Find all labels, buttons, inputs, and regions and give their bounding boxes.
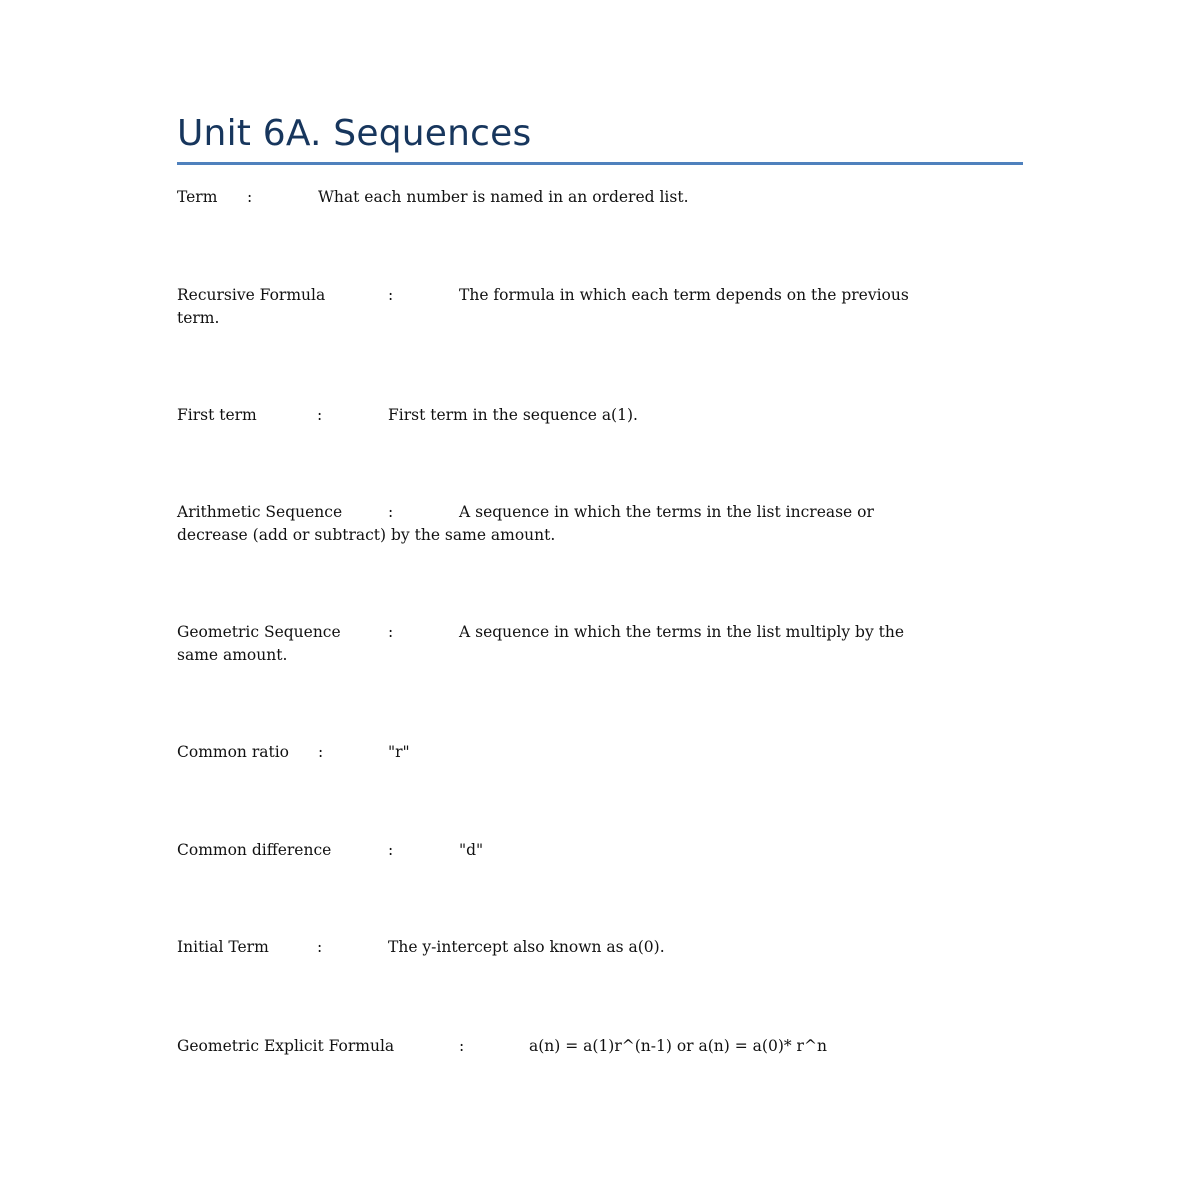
definition-entry-recursive-formula <box>177 284 997 330</box>
entry-definition: "d" <box>459 841 484 859</box>
entry-colon: : <box>318 743 324 761</box>
definition-entry-initial-term <box>177 936 997 959</box>
entry-term: First term <box>177 406 257 424</box>
entry-term: Common ratio <box>177 743 289 761</box>
entry-definition: A sequence in which the terms in the list increase or <box>459 503 874 521</box>
entry-term: Common difference <box>177 841 332 859</box>
entry-term: Term <box>177 188 218 206</box>
entry-colon: : <box>317 406 323 424</box>
entry-colon: : <box>388 503 394 521</box>
entry-definition: A sequence in which the terms in the list multiply by the <box>459 623 905 641</box>
entry-colon: : <box>388 841 394 859</box>
entry-colon: : <box>388 286 394 304</box>
entry-term: Initial Term <box>177 938 269 956</box>
entry-term: Geometric Explicit Formula <box>177 1037 395 1055</box>
entry-definition-continuation: decrease (add or subtract) by the same amount. <box>177 526 556 544</box>
page-title: Unit 6A. Sequences <box>177 113 532 154</box>
entry-definition: "r" <box>388 743 410 761</box>
definition-entry-geometric-explicit-formula <box>177 1035 997 1058</box>
entry-definition: The formula in which each term depends on the previous <box>459 286 909 304</box>
entry-definition: a(n) = a(1)r^(n-1) or a(n) = a(0)* r^n <box>529 1037 827 1055</box>
entry-definition-continuation: term. <box>177 309 220 327</box>
entry-definition: First term in the sequence a(1). <box>388 406 638 424</box>
entry-colon: : <box>317 938 323 956</box>
definition-entry-common-difference <box>177 839 997 862</box>
entry-colon: : <box>247 188 253 206</box>
entry-colon: : <box>388 623 394 641</box>
definition-entry-term <box>177 186 997 209</box>
entry-definition: The y-intercept also known as a(0). <box>388 938 665 956</box>
entry-colon: : <box>459 1037 465 1055</box>
entry-definition: What each number is named in an ordered list. <box>318 188 689 206</box>
definition-entry-common-ratio <box>177 741 997 764</box>
title-underline-divider <box>177 162 1023 165</box>
entry-definition-continuation: same amount. <box>177 646 288 664</box>
definition-entry-arithmetic-sequence <box>177 501 997 547</box>
definition-entry-first-term <box>177 404 997 427</box>
definition-entry-geometric-sequence <box>177 621 997 667</box>
entry-term: Arithmetic Sequence <box>177 503 343 521</box>
entry-term: Recursive Formula <box>177 286 326 304</box>
entry-term: Geometric Sequence <box>177 623 341 641</box>
